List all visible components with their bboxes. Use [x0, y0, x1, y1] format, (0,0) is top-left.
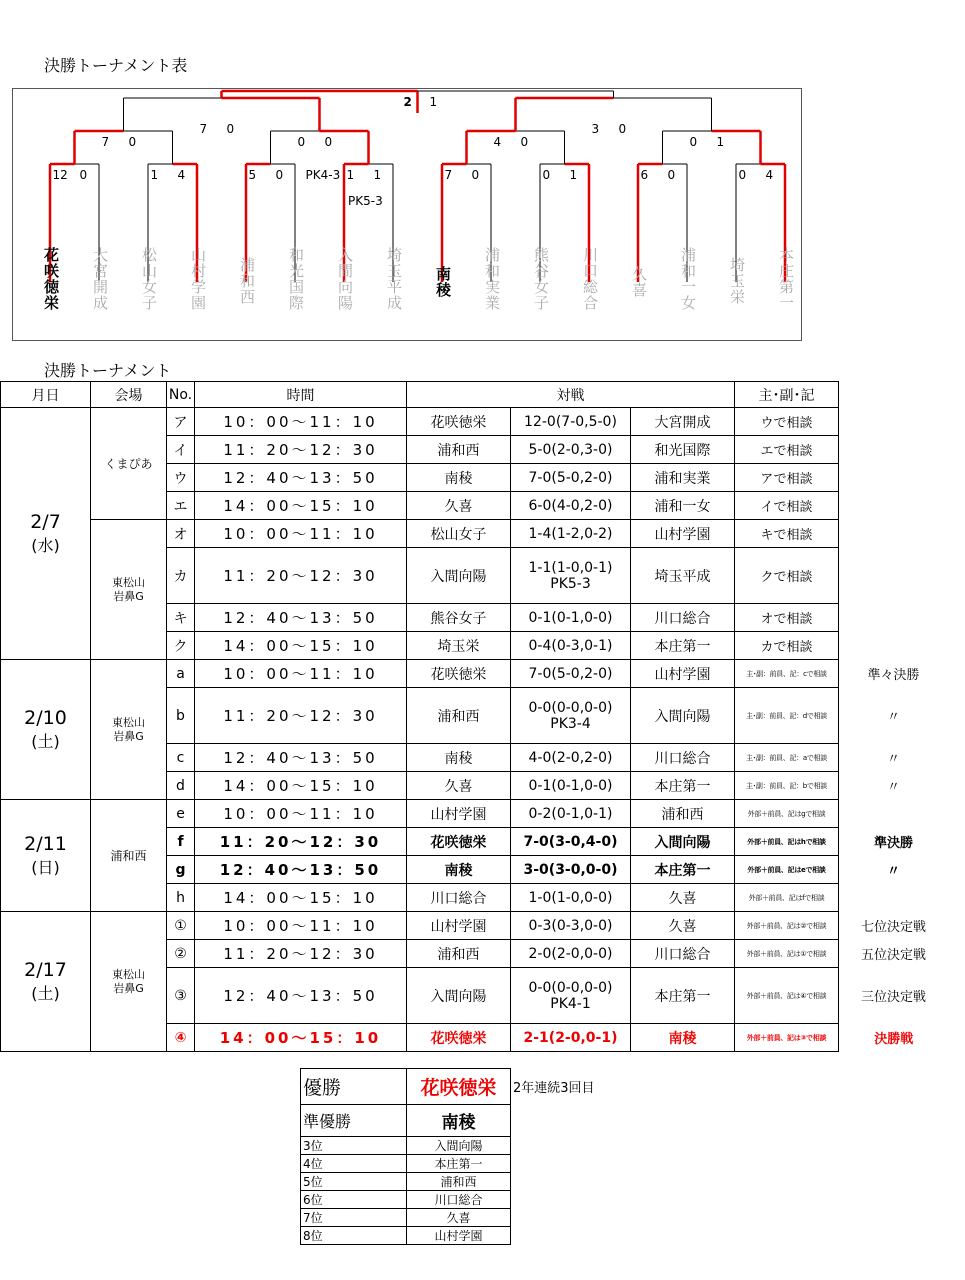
- team-a: 花咲徳栄: [407, 660, 511, 688]
- game-time: 12：40～13：50: [195, 968, 407, 1024]
- game-time: 12：40～13：50: [195, 856, 407, 884]
- schedule-row: [1, 660, 949, 688]
- date-text: 2/11: [24, 832, 67, 855]
- team-a: 花咲徳栄: [407, 828, 511, 856]
- score-label: 7: [101, 135, 110, 149]
- score-label: 1: [150, 168, 159, 182]
- staff-cell: 主･副：前員、記：cで相談: [735, 660, 839, 688]
- game-score: 4-0(2-0,2-0): [511, 744, 631, 772]
- team-name: 久喜: [630, 266, 648, 298]
- staff-cell: エで相談: [735, 436, 839, 464]
- schedule-row: [1, 912, 949, 940]
- team-b: 大宮開成: [631, 408, 735, 436]
- game-time: 11：20～12：30: [195, 940, 407, 968]
- team-a: 入間向陽: [407, 968, 511, 1024]
- game-no: ③: [167, 968, 195, 1024]
- team-name: 山村学園: [189, 247, 207, 311]
- game-no: d: [167, 772, 195, 800]
- game-time: 10：00～11：10: [195, 660, 407, 688]
- staff-cell: アで相談: [735, 464, 839, 492]
- score-label: 0: [226, 122, 235, 136]
- round-note: 〃: [886, 752, 900, 767]
- weekday-text: (水): [31, 535, 60, 555]
- game-no: b: [167, 688, 195, 744]
- team-b: 川口総合: [631, 604, 735, 632]
- game-time: 14：00～15：10: [195, 884, 407, 912]
- game-no: イ: [167, 436, 195, 464]
- bracket-title: 決勝トーナメント表: [44, 56, 188, 75]
- game-no: ②: [167, 940, 195, 968]
- place-label: 4位: [301, 1155, 407, 1173]
- team-name: 浦和西: [238, 257, 256, 305]
- venue-cell: くまぴあ: [91, 408, 167, 520]
- game-score: 5-0(2-0,3-0): [511, 436, 631, 464]
- team-name: 埼玉栄: [728, 257, 746, 305]
- score-label: 12: [52, 168, 68, 182]
- place-label: 7位: [301, 1209, 407, 1227]
- round-note: 七位決定戦: [860, 920, 926, 935]
- game-score: 6-0(4-0,2-0): [511, 492, 631, 520]
- team-a: 山村学園: [407, 912, 511, 940]
- schedule-row: [1, 408, 949, 436]
- team-b: 久喜: [631, 884, 735, 912]
- champion-label: 優勝: [301, 1069, 407, 1105]
- team-a: 久喜: [407, 492, 511, 520]
- round-note: [839, 884, 949, 912]
- round-note: [839, 464, 949, 492]
- game-score: 0-1(0-1,0-0): [511, 604, 631, 632]
- game-time: 11：20～12：30: [195, 436, 407, 464]
- header-staff: 主･副･記: [735, 382, 839, 408]
- game-no: ク: [167, 632, 195, 660]
- score-label: 0: [618, 122, 627, 136]
- score-label: 0: [297, 135, 306, 149]
- score-label: 7: [199, 122, 208, 136]
- date-cell: [1, 912, 91, 1052]
- game-no: e: [167, 800, 195, 828]
- team-a: 松山女子: [407, 520, 511, 548]
- schedule-table: [0, 381, 949, 1052]
- venue-cell: 東松山 岩鼻G: [91, 660, 167, 800]
- champion-note: 2年連続3回目: [513, 1081, 595, 1096]
- staff-cell: イで相談: [735, 492, 839, 520]
- schedule-row: [1, 520, 949, 548]
- place-label: 5位: [301, 1173, 407, 1191]
- game-no: ア: [167, 408, 195, 436]
- venue-cell: 東松山 岩鼻G: [91, 912, 167, 1052]
- game-score: 0-4(0-3,0-1): [511, 632, 631, 660]
- round-note: [839, 604, 949, 632]
- game-no: c: [167, 744, 195, 772]
- staff-cell: 外部＋前員、記はfで相談: [735, 884, 839, 912]
- staff-cell: オで相談: [735, 604, 839, 632]
- game-time: 11：20～12：30: [195, 548, 407, 604]
- header-venue: 会場: [91, 382, 167, 408]
- place-row: [301, 1137, 598, 1155]
- game-score: 0-3(0-3,0-0): [511, 912, 631, 940]
- staff-cell: 主･副：前員、記：bで相談: [735, 772, 839, 800]
- round-note: 〃: [886, 864, 900, 879]
- round-note: [839, 408, 949, 436]
- team-b: 本庄第一: [631, 968, 735, 1024]
- score-label: 4: [493, 135, 502, 149]
- game-no: カ: [167, 548, 195, 604]
- team-b: 久喜: [631, 912, 735, 940]
- date-cell: [1, 800, 91, 912]
- game-score: 0-0(0-0,0-0) PK3-4: [511, 688, 631, 744]
- pk-score: PK5-3: [550, 575, 591, 592]
- team-name: 花咲徳栄: [42, 247, 60, 311]
- venue-cell: 東松山 岩鼻G: [91, 520, 167, 660]
- team-name: 川口総合: [581, 247, 599, 311]
- game-time: 10：00～11：10: [195, 800, 407, 828]
- team-b: 浦和西: [631, 800, 735, 828]
- team-a: 浦和西: [407, 436, 511, 464]
- score-label: 1: [716, 135, 725, 149]
- weekday-text: (日): [31, 857, 60, 877]
- place-row: [301, 1209, 598, 1227]
- team-name: 熊谷女子: [532, 247, 550, 311]
- score-label: 0: [689, 135, 698, 149]
- team-b: 南稜: [631, 1024, 735, 1052]
- staff-cell: カで相談: [735, 632, 839, 660]
- header-time: 時間: [195, 382, 407, 408]
- game-no: g: [167, 856, 195, 884]
- round-note: 〃: [886, 780, 900, 795]
- score-label: 3: [591, 122, 600, 136]
- date-cell: [1, 408, 91, 660]
- team-b: 入間向陽: [631, 828, 735, 856]
- pk-score: PK4-1: [550, 995, 591, 1012]
- game-score: 0-1(0-1,0-0): [511, 772, 631, 800]
- game-score: 0-0(0-0,0-0) PK4-1: [511, 968, 631, 1024]
- game-time: 14：00～15：10: [195, 492, 407, 520]
- team-name: 大宮開成: [91, 247, 109, 311]
- score-label: 0: [738, 168, 747, 182]
- place-team: 久喜: [407, 1209, 511, 1227]
- round-note: 準決勝: [873, 836, 913, 851]
- runner-team: 南稜: [407, 1105, 511, 1137]
- game-score: 1-0(1-0,0-0): [511, 884, 631, 912]
- date-cell: [1, 660, 91, 800]
- team-name: 入間向陽: [336, 247, 354, 311]
- staff-cell: 外部＋前員、記は①で相談: [735, 940, 839, 968]
- staff-cell: 主･副：前員、記：dで相談: [735, 688, 839, 744]
- staff-cell: 外部＋前員、記は④で相談: [735, 968, 839, 1024]
- score-label: 4: [765, 168, 774, 182]
- game-no: エ: [167, 492, 195, 520]
- score-label: 1: [346, 168, 355, 182]
- game-score: 12-0(7-0,5-0): [511, 408, 631, 436]
- place-row: [301, 1227, 598, 1245]
- team-a: 久喜: [407, 772, 511, 800]
- score-label: 1: [373, 168, 382, 182]
- place-row: [301, 1173, 598, 1191]
- game-score: 7-0(5-0,2-0): [511, 660, 631, 688]
- pk-label: PK4-3: [305, 168, 341, 182]
- team-a: 山村学園: [407, 800, 511, 828]
- score-label: 0: [79, 168, 88, 182]
- score-label: 5: [248, 168, 257, 182]
- game-no: a: [167, 660, 195, 688]
- round-note: [839, 520, 949, 548]
- staff-cell: 外部＋前員、記は②で相談: [735, 912, 839, 940]
- team-a: 埼玉栄: [407, 632, 511, 660]
- game-time: 14：00～15：10: [195, 1024, 407, 1052]
- team-a: 浦和西: [407, 688, 511, 744]
- place-row: [301, 1191, 598, 1209]
- round-note: 三位決定戦: [860, 990, 926, 1005]
- game-score: 1-4(1-2,0-2): [511, 520, 631, 548]
- staff-cell: クで相談: [735, 548, 839, 604]
- staff-cell: 外部＋前員、記は③で相談: [735, 1024, 839, 1052]
- game-time: 12：40～13：50: [195, 604, 407, 632]
- team-a: 花咲徳栄: [407, 408, 511, 436]
- team-a: 南稜: [407, 744, 511, 772]
- pk-score: PK3-4: [550, 715, 591, 732]
- place-team: 川口総合: [407, 1191, 511, 1209]
- game-time: 11：20～12：30: [195, 828, 407, 856]
- schedule-title: 決勝トーナメント: [44, 361, 172, 380]
- game-no: キ: [167, 604, 195, 632]
- staff-cell: 外部＋前員、記はeで相談: [735, 856, 839, 884]
- final-score-label: 1: [429, 95, 438, 109]
- game-time: 10：00～11：10: [195, 912, 407, 940]
- team-name: 南稜: [434, 266, 452, 298]
- score-label: 4: [177, 168, 186, 182]
- team-a: 熊谷女子: [407, 604, 511, 632]
- header-no: No.: [167, 382, 195, 408]
- game-time: 10：00～11：10: [195, 408, 407, 436]
- score-label: 0: [542, 168, 551, 182]
- schedule-header-row: [1, 382, 949, 408]
- team-name: 浦和実業: [483, 247, 501, 311]
- round-note: 決勝戦: [874, 1032, 914, 1047]
- team-b: 川口総合: [631, 940, 735, 968]
- date-text: 2/17: [24, 958, 67, 981]
- team-b: 本庄第一: [631, 856, 735, 884]
- venue-cell: 浦和西: [91, 800, 167, 912]
- team-a: 南稜: [407, 856, 511, 884]
- place-team: 山村学園: [407, 1227, 511, 1245]
- team-b: 和光国際: [631, 436, 735, 464]
- place-row: [301, 1155, 598, 1173]
- game-time: 14：00～15：10: [195, 772, 407, 800]
- game-time: 10：00～11：10: [195, 520, 407, 548]
- game-score: 0-2(0-1,0-1): [511, 800, 631, 828]
- bracket-chart: [12, 88, 802, 341]
- round-note: 〃: [886, 710, 900, 725]
- score-label: 0: [520, 135, 529, 149]
- schedule-row: [1, 800, 949, 828]
- round-note: [839, 548, 949, 604]
- round-note: [839, 436, 949, 464]
- date-text: 2/7: [30, 510, 61, 533]
- results-table: [300, 1068, 598, 1245]
- header-note: [839, 382, 949, 408]
- team-b: 埼玉平成: [631, 548, 735, 604]
- place-team: 本庄第一: [407, 1155, 511, 1173]
- team-b: 本庄第一: [631, 772, 735, 800]
- header-match: 対戦: [407, 382, 735, 408]
- date-text: 2/10: [24, 706, 67, 729]
- team-a: 浦和西: [407, 940, 511, 968]
- score-label: 7: [444, 168, 453, 182]
- game-no: オ: [167, 520, 195, 548]
- team-a: 南稜: [407, 464, 511, 492]
- team-name: 埼玉平成: [385, 247, 403, 311]
- staff-cell: 外部＋前員、記はhで相談: [735, 828, 839, 856]
- team-b: 川口総合: [631, 744, 735, 772]
- round-note: 五位決定戦: [860, 948, 926, 963]
- game-score: 7-0(5-0,2-0): [511, 464, 631, 492]
- staff-cell: 主･副：前員、記：aで相談: [735, 744, 839, 772]
- final-score-label: 2: [403, 95, 412, 109]
- team-a: 川口総合: [407, 884, 511, 912]
- team-name: 松山女子: [140, 247, 158, 311]
- champion-team: 花咲徳栄: [407, 1069, 511, 1105]
- game-score: 7-0(3-0,4-0): [511, 828, 631, 856]
- place-label: 3位: [301, 1137, 407, 1155]
- team-name: 本庄第一: [777, 247, 795, 311]
- place-label: 8位: [301, 1227, 407, 1245]
- game-time: 12：40～13：50: [195, 744, 407, 772]
- team-b: 本庄第一: [631, 632, 735, 660]
- game-score: 1-1(1-0,0-1) PK5-3: [511, 548, 631, 604]
- round-note: [839, 632, 949, 660]
- place-team: 浦和西: [407, 1173, 511, 1191]
- game-time: 12：40～13：50: [195, 464, 407, 492]
- score-label: 0: [275, 168, 284, 182]
- weekday-text: (土): [31, 983, 60, 1003]
- round-note: [839, 800, 949, 828]
- team-name: 浦和一女: [679, 247, 697, 311]
- score-label: 0: [471, 168, 480, 182]
- game-time: 14：00～15：10: [195, 632, 407, 660]
- team-a: 入間向陽: [407, 548, 511, 604]
- game-score: 2-1(2-0,0-1): [511, 1024, 631, 1052]
- score-label: 0: [324, 135, 333, 149]
- round-note: 準々決勝: [867, 668, 920, 683]
- score-label: 0: [667, 168, 676, 182]
- team-b: 浦和実業: [631, 464, 735, 492]
- header-date: 月日: [1, 382, 91, 408]
- staff-cell: 外部＋前員、記はgで相談: [735, 800, 839, 828]
- team-name: 和光国際: [287, 247, 305, 311]
- score-label: 0: [128, 135, 137, 149]
- weekday-text: (土): [31, 731, 60, 751]
- team-b: 入間向陽: [631, 688, 735, 744]
- runner-label: 準優勝: [301, 1105, 407, 1137]
- game-score: 2-0(2-0,0-0): [511, 940, 631, 968]
- team-b: 山村学園: [631, 660, 735, 688]
- place-label: 6位: [301, 1191, 407, 1209]
- staff-cell: ウで相談: [735, 408, 839, 436]
- team-b: 浦和一女: [631, 492, 735, 520]
- place-team: 入間向陽: [407, 1137, 511, 1155]
- game-no: f: [167, 828, 195, 856]
- game-no: ①: [167, 912, 195, 940]
- game-no: ④: [167, 1024, 195, 1052]
- game-no: ウ: [167, 464, 195, 492]
- score-label: 6: [640, 168, 649, 182]
- team-b: 山村学園: [631, 520, 735, 548]
- pk-label: PK5-3: [348, 194, 383, 208]
- staff-cell: キで相談: [735, 520, 839, 548]
- round-note: [839, 492, 949, 520]
- score-label: 1: [569, 168, 578, 182]
- game-no: h: [167, 884, 195, 912]
- team-a: 花咲徳栄: [407, 1024, 511, 1052]
- game-score: 3-0(3-0,0-0): [511, 856, 631, 884]
- game-time: 11：20～12：30: [195, 688, 407, 744]
